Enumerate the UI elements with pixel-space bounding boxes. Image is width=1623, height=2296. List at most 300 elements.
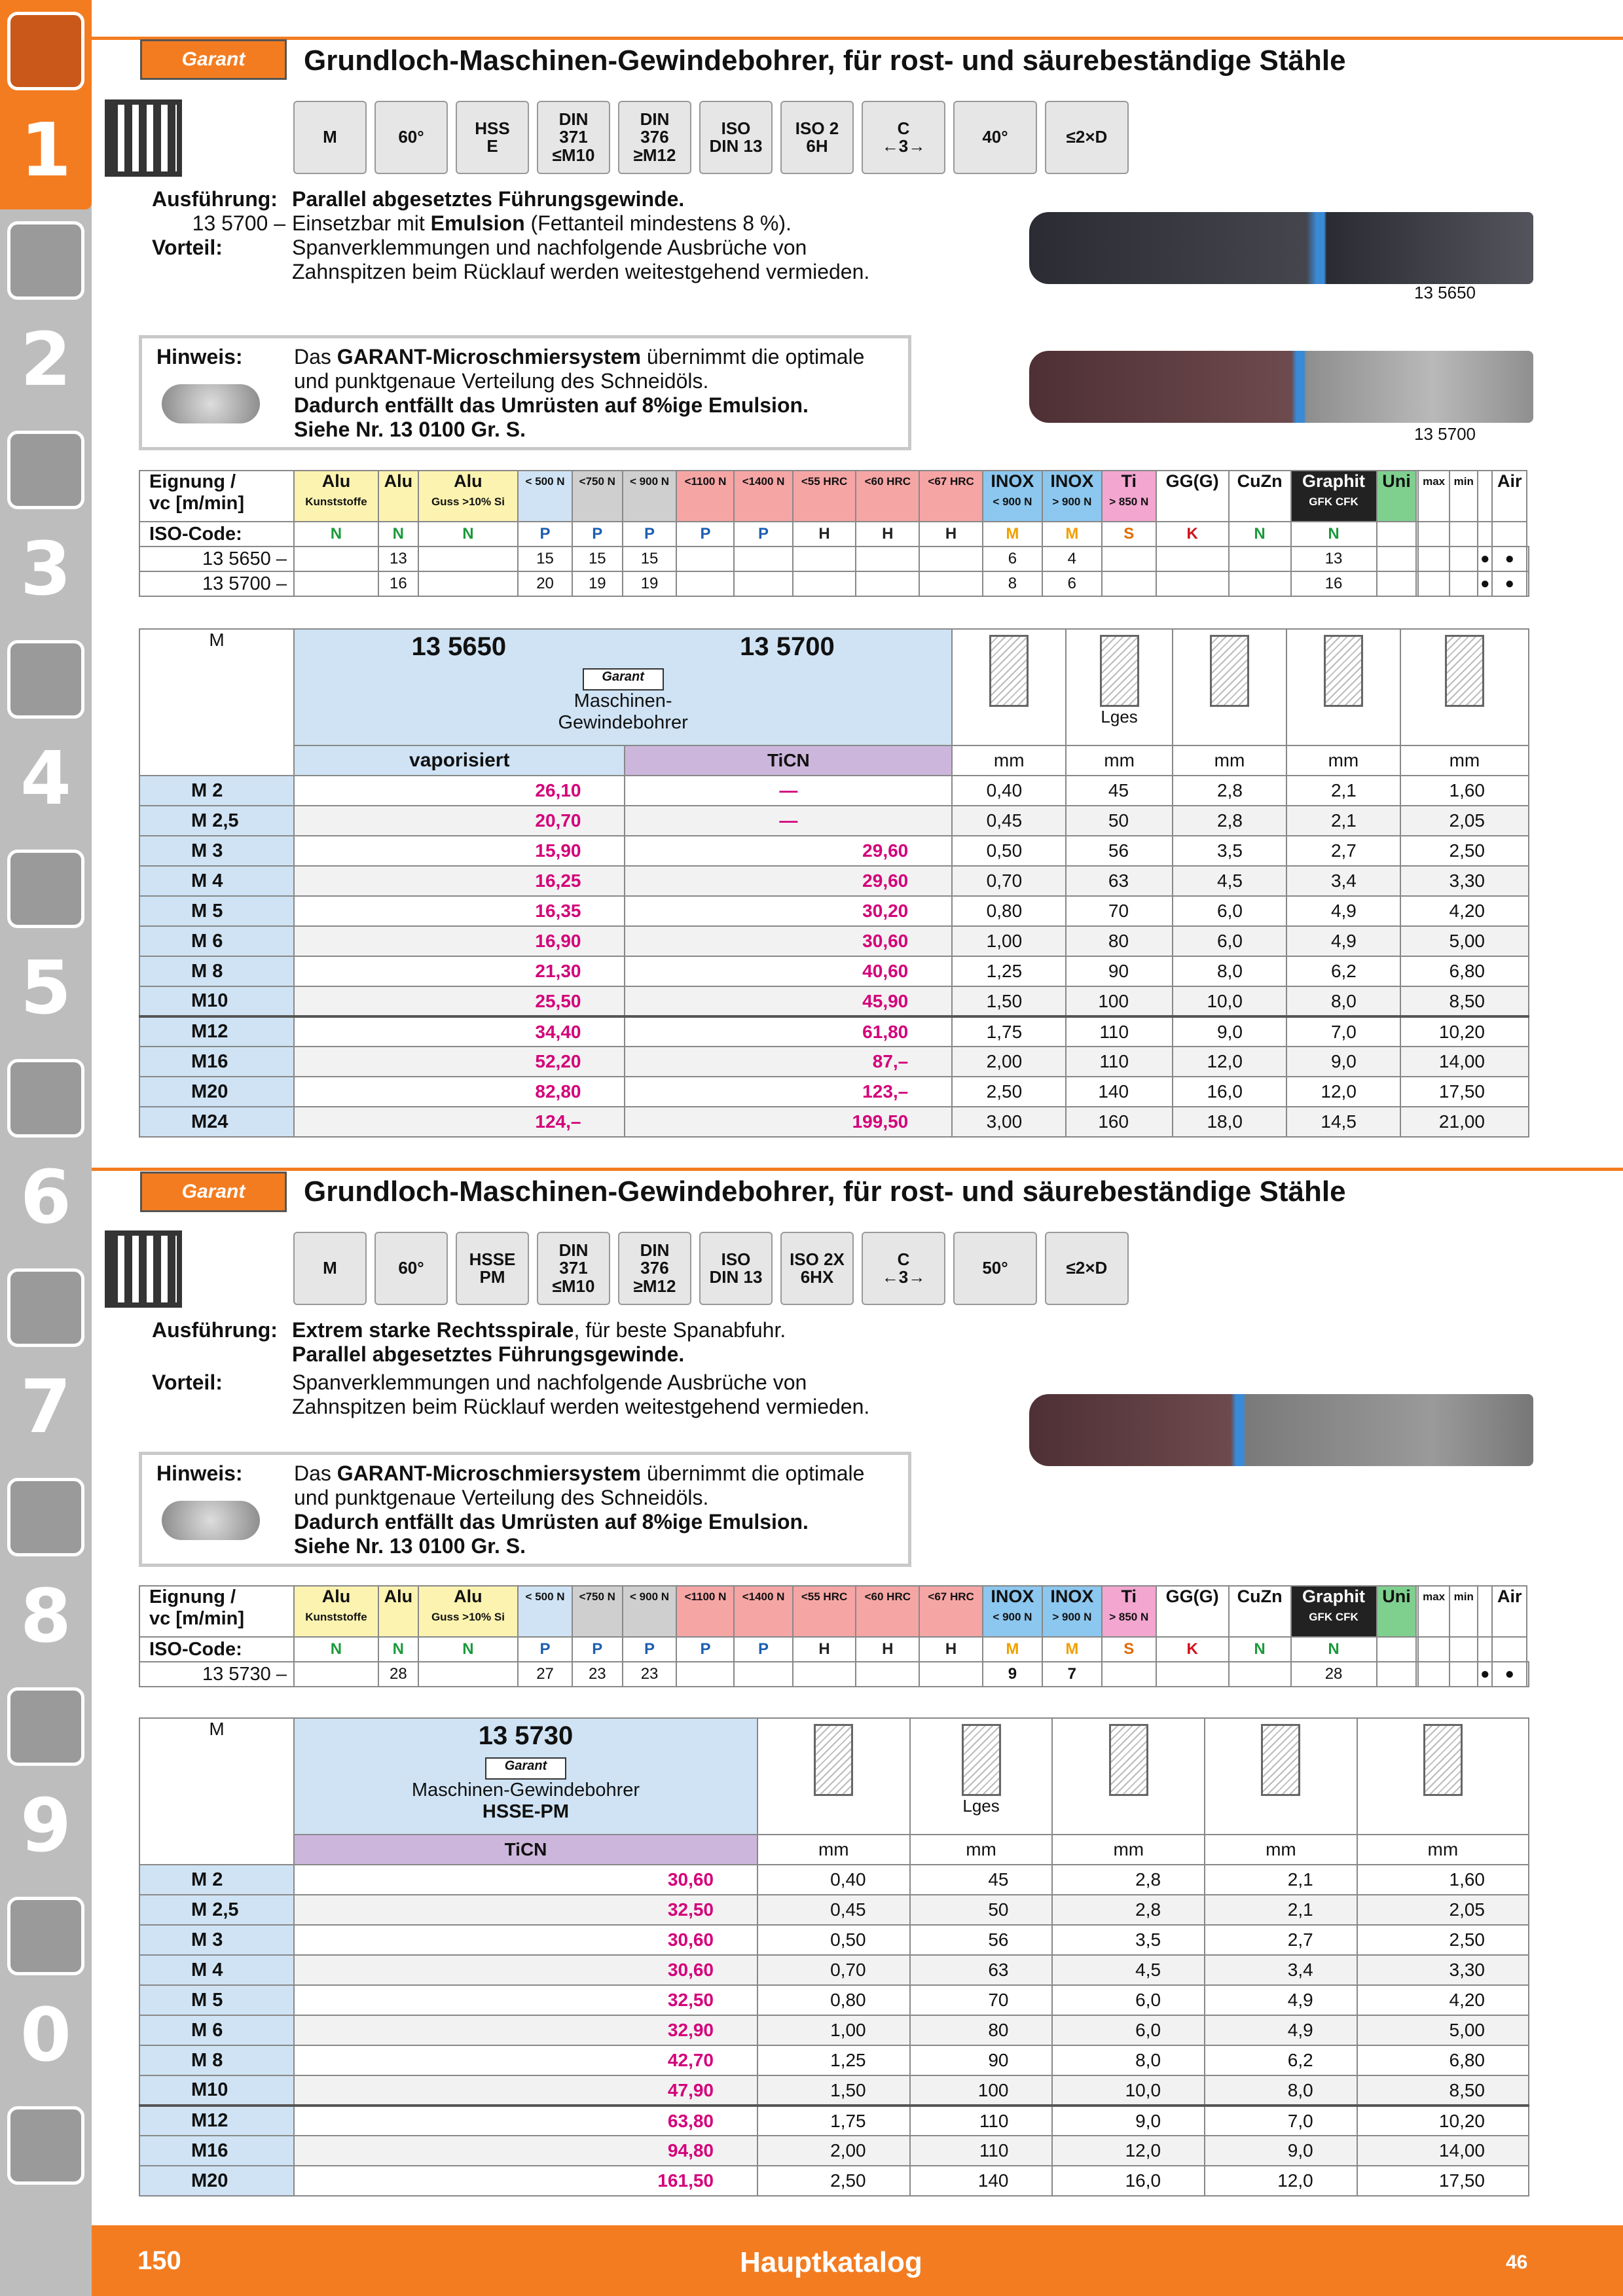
price-cell: 161,50: [294, 2166, 757, 2196]
norm-symbol: DIN 376 ≥M12: [618, 1232, 691, 1305]
chuck-icon: [7, 431, 84, 509]
chapter-tab-8[interactable]: [5, 1466, 86, 1676]
cutting-speed: 15: [623, 547, 677, 571]
section-title: Grundloch-Maschinen-Gewindebohrer, für rost- und säurebeständige Stähle: [304, 45, 1346, 77]
drawing-icon: [1261, 1724, 1300, 1796]
cutting-speed: [294, 1662, 378, 1687]
iso-code: P: [676, 1637, 734, 1662]
thread-size: M 6: [139, 926, 294, 956]
price-cell: 15,90: [294, 836, 625, 866]
chapter-tab-i[interactable]: [5, 2094, 86, 2225]
material-header: CuZn: [1229, 1586, 1291, 1637]
dimension-value: 1,00: [757, 2015, 910, 2045]
material-header: Air: [1492, 1586, 1527, 1637]
table-row: [139, 2166, 1529, 2196]
cutting-speed: [734, 1662, 792, 1687]
chapter-tab-5[interactable]: [5, 838, 86, 1047]
iso-code: [1377, 522, 1417, 547]
speed-row: [139, 1662, 1529, 1687]
norm-symbol: DIN 371 ≤M10: [537, 1232, 610, 1305]
price-cell: 29,60: [625, 866, 952, 896]
wrench-icon: [7, 1059, 84, 1138]
iso-code: M: [983, 1637, 1042, 1662]
chapter-number: 8: [20, 1574, 71, 1659]
dimension-value: 80: [1066, 926, 1173, 956]
norm-symbol: ISO DIN 13: [699, 101, 773, 174]
norm-symbol: HSS E: [456, 101, 529, 174]
dimension-value: 4,5: [1052, 1955, 1205, 1985]
iso-code: P: [623, 522, 677, 547]
dimension-value: 3,00: [952, 1107, 1066, 1137]
dimension-value: 14,5: [1286, 1107, 1400, 1137]
table-row: [139, 1047, 1529, 1077]
material-header: < 900 N: [623, 471, 677, 522]
dimension-value: 0,70: [757, 1955, 910, 1985]
speed-row: [139, 547, 1529, 571]
cutting-speed: 23: [623, 1662, 677, 1687]
vorteil-text: Spanverklemmungen und nachfolgende Ausbrüche von Zahnspitzen beim Rücklauf werden weitestgehend vermieden.: [292, 1371, 870, 1418]
lges-label: Lges: [962, 1796, 1000, 1816]
iso-code: P: [734, 1637, 792, 1662]
dimension-value: 56: [1066, 836, 1173, 866]
article-number: 13 5650: [411, 632, 507, 661]
chapter-tab-1[interactable]: [0, 0, 92, 209]
unit-label: mm: [1066, 745, 1173, 776]
material-header: Graphit GFK CFK: [1291, 1586, 1377, 1637]
material-header: <67 HRC: [919, 1586, 983, 1637]
price-cell: —: [625, 776, 952, 806]
chapter-number: 5: [20, 946, 71, 1031]
iso-code: N: [378, 1637, 418, 1662]
price-cell: 29,60: [625, 836, 952, 866]
thread-size: M12: [139, 1016, 294, 1047]
dimension-value: 90: [910, 2045, 1053, 2075]
norm-symbol: DIN 376 ≥M12: [618, 101, 691, 174]
price-cell: 123,–: [625, 1077, 952, 1107]
table-row: [139, 956, 1529, 986]
suitability-table: [139, 470, 1529, 597]
chapter-tab-7[interactable]: [5, 1257, 86, 1466]
dimension-value: 1,25: [952, 956, 1066, 986]
dimension-value: 2,50: [1400, 836, 1529, 866]
price-cell: 30,60: [625, 926, 952, 956]
cutting-speed: 19: [572, 571, 623, 596]
thread-size: M20: [139, 2166, 294, 2196]
material-header: Ti > 850 N: [1102, 471, 1156, 522]
dimension-value: 5,00: [1400, 926, 1529, 956]
thread-size: M 3: [139, 836, 294, 866]
dimension-value: 7,0: [1286, 1016, 1400, 1047]
dimension-value: 90: [1066, 956, 1173, 986]
unit-label: mm: [1052, 1835, 1205, 1865]
material-header: Alu Guss >10% Si: [418, 471, 518, 522]
hinweis-text: Das GARANT-Microschmiersystem übernimmt die optimale und punktgenaue Verteilung des Schneidöls. Dadurch entfällt das Umrüsten auf 8%ige Emulsion. Siehe Nr. 13 0100 Gr. S.: [294, 1462, 865, 1558]
material-header: Alu Kunststoffe: [294, 471, 378, 522]
price-cell: 61,80: [625, 1016, 952, 1047]
material-header: <750 N: [572, 471, 623, 522]
price-cell: 26,10: [294, 776, 625, 806]
cutting-speed: ●: [1478, 1662, 1492, 1687]
hinweis-label: Hinweis:: [156, 1462, 243, 1485]
dimension-value: 50: [910, 1895, 1053, 1925]
material-header: < 500 N: [518, 471, 572, 522]
dimension-value: 12,0: [1173, 1047, 1286, 1077]
chapter-tab-6[interactable]: [5, 1047, 86, 1257]
dimension-value: 16,0: [1173, 1077, 1286, 1107]
dimension-value: 4,20: [1357, 1985, 1529, 2015]
dimension-value: 0,80: [952, 896, 1066, 926]
thread-size: M 3: [139, 1925, 294, 1955]
chapter-number: 4: [20, 736, 71, 821]
chapter-number: 7: [20, 1365, 71, 1450]
thread-size: M 4: [139, 1955, 294, 1985]
norm-symbol: M: [293, 1232, 367, 1305]
material-header: Uni: [1377, 471, 1417, 522]
norm-symbol: ≤2×D: [1045, 101, 1129, 174]
dimension-value: 4,9: [1286, 896, 1400, 926]
cutting-speed: [734, 571, 792, 596]
dimension-value: 10,20: [1400, 1016, 1529, 1047]
iso-code: K: [1156, 522, 1229, 547]
iso-code: S: [1102, 522, 1156, 547]
chapter-tab-9[interactable]: [5, 1676, 86, 1885]
thread-size: M20: [139, 1077, 294, 1107]
material-header: [1478, 471, 1492, 522]
dimension-value: 1,60: [1400, 776, 1529, 806]
cutting-speed: [856, 571, 919, 596]
coating-label: TiCN: [294, 1835, 757, 1865]
iso-code: M: [1042, 522, 1102, 547]
table-row: [139, 2106, 1529, 2136]
ausfuehrung-text: Parallel abgesetztes Führungsgewinde.: [292, 187, 685, 211]
unit-label: mm: [910, 1835, 1053, 1865]
dimension-value: 45: [1066, 776, 1173, 806]
dimension-value: 10,0: [1052, 2075, 1205, 2106]
cutting-speed: 13: [378, 547, 418, 571]
speed-row: [139, 571, 1529, 596]
dimension-value: 8,0: [1286, 986, 1400, 1016]
iso-code: H: [793, 522, 856, 547]
eignung-label: Eignung / vc [m/min]: [139, 1586, 294, 1637]
cutting-speed: [294, 547, 378, 571]
material-header: max: [1418, 1586, 1450, 1637]
dimension-drawing: [1205, 1718, 1357, 1835]
dimension-value: 3,4: [1205, 1955, 1357, 1985]
dimension-value: 6,80: [1400, 956, 1529, 986]
dimension-value: 110: [1066, 1016, 1173, 1047]
thread-size: M 8: [139, 2045, 294, 2075]
info-icon: [7, 2106, 84, 2185]
price-cell: 94,80: [294, 2136, 757, 2166]
garant-logo: Garant: [140, 39, 287, 80]
cutting-speed: 15: [572, 547, 623, 571]
cutting-speed: [1156, 1662, 1229, 1687]
material-header: GG(G): [1156, 1586, 1229, 1637]
unit-label: mm: [1173, 745, 1286, 776]
dimension-value: 2,50: [757, 2166, 910, 2196]
chapter-tab-3[interactable]: [5, 419, 86, 628]
price-cell: 87,–: [625, 1047, 952, 1077]
dimension-value: 0,50: [757, 1925, 910, 1955]
cutting-speed: [1418, 547, 1450, 571]
unit-label: mm: [952, 745, 1066, 776]
material-header: < 900 N: [623, 1586, 677, 1637]
material-header: INOX > 900 N: [1042, 471, 1102, 522]
table-row: [139, 2136, 1529, 2166]
cutting-speed: [418, 571, 518, 596]
cutting-speed: 6: [983, 547, 1042, 571]
cutting-speed: [1102, 547, 1156, 571]
dimension-value: 9,0: [1205, 2136, 1357, 2166]
iso-code: N: [418, 522, 518, 547]
thread-size: M24: [139, 1107, 294, 1137]
unit-label: mm: [757, 1835, 910, 1865]
dimension-value: 6,0: [1173, 896, 1286, 926]
dimension-value: 100: [1066, 986, 1173, 1016]
product-desc: Maschinen-Gewindebohrer: [411, 1780, 640, 1801]
dimension-value: 14,00: [1357, 2136, 1529, 2166]
thread-size: M 6: [139, 2015, 294, 2045]
dimension-value: 16,0: [1052, 2166, 1205, 2196]
cutting-speed: 8: [983, 571, 1042, 596]
iso-code: S: [1102, 1637, 1156, 1662]
thread-size: M 2: [139, 1865, 294, 1895]
dimension-value: 0,40: [952, 776, 1066, 806]
table-row: [139, 1865, 1529, 1895]
dimension-value: 63: [910, 1955, 1053, 1985]
dimension-value: 140: [910, 2166, 1053, 2196]
image-caption: 13 5700: [1414, 424, 1476, 444]
thread-size: M12: [139, 2106, 294, 2136]
chapter-tab-2[interactable]: [5, 209, 86, 419]
cutting-speed: [919, 547, 983, 571]
dimension-value: 6,0: [1052, 2015, 1205, 2045]
workbench-icon: [7, 1478, 84, 1556]
subhead-row: [139, 1835, 1529, 1865]
norm-symbol: M: [293, 101, 367, 174]
dimension-value: 4,5: [1173, 866, 1286, 896]
price-cell: 32,90: [294, 2015, 757, 2045]
dimension-value: 8,50: [1400, 986, 1529, 1016]
cutting-speed: ●: [1492, 547, 1527, 571]
thread-size: M 2,5: [139, 1895, 294, 1925]
cutting-speed: 28: [1291, 1662, 1377, 1687]
material-header: [1478, 1586, 1492, 1637]
symbol-row: [293, 101, 1129, 174]
dimension-value: 2,00: [952, 1047, 1066, 1077]
dimension-value: 0,45: [952, 806, 1066, 836]
description-block: [152, 187, 990, 284]
dimension-value: 2,1: [1286, 806, 1400, 836]
cutting-speed: 4: [1042, 547, 1102, 571]
material-header: <67 HRC: [919, 471, 983, 522]
product-desc: Gewindebohrer: [558, 712, 688, 733]
article-number: 13 5700: [740, 632, 835, 661]
hinweis-text: Das GARANT-Microschmiersystem übernimmt die optimale und punktgenaue Verteilung des Schneidöls. Dadurch entfällt das Umrüsten auf 8%ige Emulsion. Siehe Nr. 13 0100 Gr. S.: [294, 345, 865, 441]
dimension-value: 5,00: [1357, 2015, 1529, 2045]
cutting-speed: 15: [518, 547, 572, 571]
garant-logo: Garant: [485, 1757, 566, 1780]
price-cell: 82,80: [294, 1077, 625, 1107]
cutting-speed: [1156, 571, 1229, 596]
price-cell: 199,50: [625, 1107, 952, 1137]
norm-symbol: 60°: [374, 1232, 448, 1305]
thread-size: M 8: [139, 956, 294, 986]
dimension-value: 2,8: [1052, 1865, 1205, 1895]
material-header: Uni: [1377, 1586, 1417, 1637]
iso-code: P: [734, 522, 792, 547]
unit-label: mm: [1286, 745, 1400, 776]
price-cell: 45,90: [625, 986, 952, 1016]
dimension-value: 9,0: [1052, 2106, 1205, 2136]
cutting-speed: 23: [572, 1662, 623, 1687]
material-header: INOX < 900 N: [983, 1586, 1042, 1637]
ausfuehrung-text: Extrem starke Rechtsspirale, für beste Spanabfuhr. Parallel abgesetztes Führungsgewinde.: [292, 1318, 786, 1366]
price-cell: 25,50: [294, 986, 625, 1016]
price-cell: 32,50: [294, 1985, 757, 2015]
dimension-value: 80: [910, 2015, 1053, 2045]
cutting-speed: 9: [983, 1662, 1042, 1687]
cutting-speed: [1229, 571, 1291, 596]
iso-code: N: [378, 522, 418, 547]
chapter-number: 2: [20, 317, 71, 403]
cutting-speed: [919, 1662, 983, 1687]
cutting-speed: [1418, 571, 1450, 596]
dimension-value: 14,00: [1400, 1047, 1529, 1077]
drawing-icon: [1324, 635, 1363, 707]
dimension-value: 2,05: [1357, 1895, 1529, 1925]
dimension-value: 1,25: [757, 2045, 910, 2075]
dimension-value: 6,2: [1286, 956, 1400, 986]
dimension-value: 140: [1066, 1077, 1173, 1107]
dimension-value: 2,00: [757, 2136, 910, 2166]
dimension-value: 110: [1066, 1047, 1173, 1077]
table-row: [139, 1077, 1529, 1107]
table-row: [139, 1985, 1529, 2015]
norm-symbol: 40°: [953, 101, 1037, 174]
dimension-value: 1,75: [952, 1016, 1066, 1047]
saw-icon: [7, 850, 84, 928]
dimension-value: 12,0: [1286, 1077, 1400, 1107]
chapter-tab-0[interactable]: [5, 1885, 86, 2094]
iso-code: N: [1229, 522, 1291, 547]
label: Vorteil:: [152, 236, 223, 259]
dimension-value: 3,5: [1052, 1925, 1205, 1955]
table-row: [139, 1925, 1529, 1955]
norm-symbol: C ←3→: [862, 1232, 945, 1305]
cutting-speed: [1527, 1662, 1529, 1687]
cutting-speed: ●: [1478, 571, 1492, 596]
iso-code: [1450, 522, 1478, 547]
dimension-value: 6,0: [1173, 926, 1286, 956]
iso-code: [1418, 1637, 1450, 1662]
page-number: 150: [137, 2246, 181, 2275]
dimension-value: 0,70: [952, 866, 1066, 896]
dimension-value: 2,8: [1173, 806, 1286, 836]
hinweis-box: [139, 335, 911, 450]
dimension-value: 8,50: [1357, 2075, 1529, 2106]
cutting-speed: 7: [1042, 1662, 1102, 1687]
dimension-value: 0,45: [757, 1895, 910, 1925]
product-codes: [295, 1721, 757, 1751]
section-title: Grundloch-Maschinen-Gewindebohrer, für rost- und säurebeständige Stähle: [304, 1175, 1346, 1208]
cutting-speed: [1418, 1662, 1450, 1687]
unit-label: mm: [1400, 745, 1529, 776]
dimension-value: 7,0: [1205, 2106, 1357, 2136]
cutting-speed: [1450, 547, 1478, 571]
iso-code: [1492, 1637, 1527, 1662]
cutting-speed: [418, 1662, 518, 1687]
norm-symbol: ISO 2 6H: [780, 101, 854, 174]
unit-label: mm: [1205, 1835, 1357, 1865]
dimension-value: 12,0: [1052, 2136, 1205, 2166]
table-row: [139, 2015, 1529, 2045]
description-block: [152, 1318, 990, 1419]
qr-code[interactable]: [105, 1230, 182, 1308]
catalog-title: Hauptkatalog: [740, 2246, 922, 2278]
dimension-value: 63: [1066, 866, 1173, 896]
drawing-icon: [814, 1724, 853, 1796]
thread-size: M 5: [139, 896, 294, 926]
iso-code: N: [1291, 1637, 1377, 1662]
dimension-value: 8,0: [1052, 2045, 1205, 2075]
cutting-speed: [1450, 571, 1478, 596]
qr-code[interactable]: [105, 99, 182, 177]
chapter-number: 9: [20, 1784, 71, 1869]
table-row: [139, 1107, 1529, 1137]
cutting-speed: 16: [378, 571, 418, 596]
price-cell: 20,70: [294, 806, 625, 836]
dimension-drawing: [1173, 629, 1286, 745]
section-divider: [92, 1168, 1623, 1171]
price-cell: 30,60: [294, 1925, 757, 1955]
iso-code: P: [623, 1637, 677, 1662]
dimension-value: 12,0: [1205, 2166, 1357, 2196]
label: Ausführung:: [152, 1318, 278, 1342]
cutting-speed: [676, 571, 734, 596]
dimension-value: 10,0: [1173, 986, 1286, 1016]
chapter-tab-4[interactable]: [5, 628, 86, 838]
nozzle-icon: [162, 384, 260, 423]
material-header: <1100 N: [676, 1586, 734, 1637]
dimension-value: 2,1: [1205, 1895, 1357, 1925]
tap-image: [1029, 212, 1533, 284]
suit-header-row: [139, 1586, 1529, 1637]
coating-label: vaporisiert: [294, 745, 625, 776]
table-row: [139, 776, 1529, 806]
price-cell: 30,60: [294, 1865, 757, 1895]
material-header: Alu: [378, 471, 418, 522]
price-cell: 16,90: [294, 926, 625, 956]
caliper-icon: [7, 640, 84, 719]
cutting-speed: [793, 547, 856, 571]
safety-glasses-icon: [7, 1897, 84, 1975]
tap-image: [1029, 351, 1533, 423]
price-cell: 16,35: [294, 896, 625, 926]
iso-code: P: [518, 1637, 572, 1662]
nozzle-icon: [162, 1501, 260, 1540]
iso-code: N: [418, 1637, 518, 1662]
cutting-speed: [856, 1662, 919, 1687]
thread-size: M 2: [139, 776, 294, 806]
iso-code: H: [793, 1637, 856, 1662]
dimension-value: 4,9: [1205, 1985, 1357, 2015]
cutting-speed: [734, 547, 792, 571]
chapter-sidebar: [0, 0, 92, 2296]
dimension-value: 18,0: [1173, 1107, 1286, 1137]
dimension-drawing: [952, 629, 1066, 745]
price-cell: 30,60: [294, 1955, 757, 1985]
